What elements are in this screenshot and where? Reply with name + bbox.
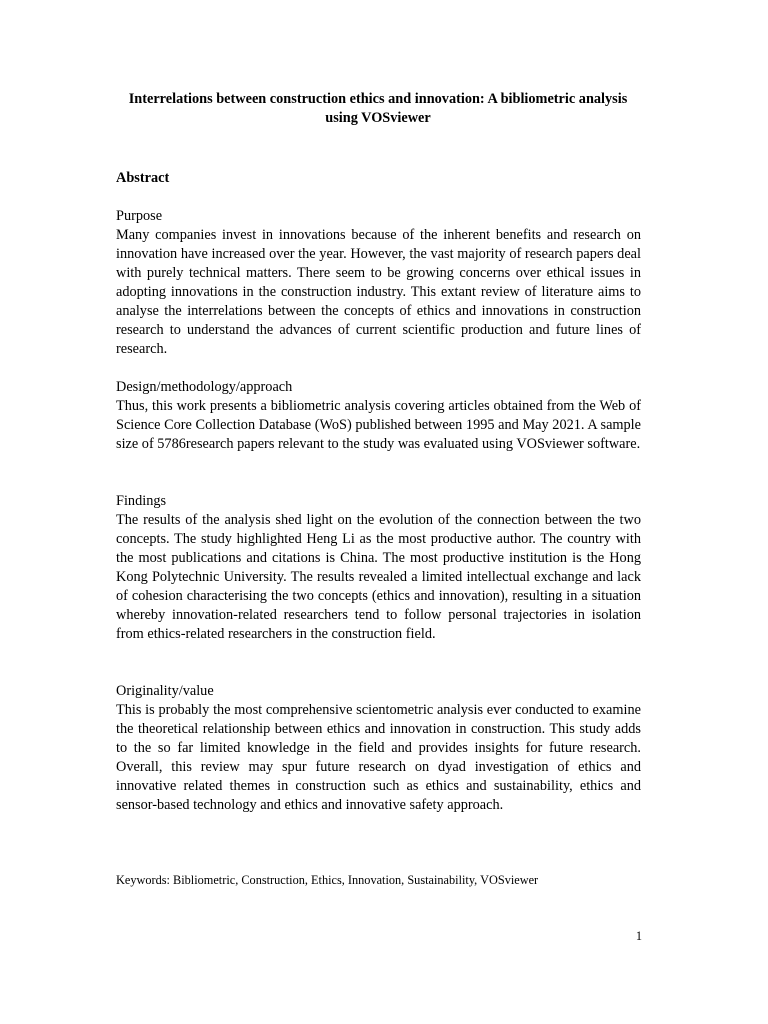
purpose-section bbox=[116, 207, 641, 359]
findings-label: Findings bbox=[116, 493, 167, 509]
abstract-heading: Abstract bbox=[116, 170, 170, 186]
design-label: Design/methodology/approach bbox=[116, 379, 293, 395]
originality-text: This is probably the most comprehensive scientometric analysis ever conducted to examine the theoretical relationship between ethics and innovation in construction. This study adds to the so far limited knowledge in the field and provides insights for future research. Overall, this review may spur future research on dyad investigation of ethics and innovative related themes in construction such as ethics and sustainability, ethics and sensor-based technology and ethics and innovative safety approach. bbox=[116, 702, 641, 813]
originality-section bbox=[116, 682, 641, 815]
paper-title: Interrelations between construction ethics and innovation: A bibliometric analysis using VOSviewer bbox=[128, 91, 628, 126]
design-section bbox=[116, 378, 641, 454]
keywords-line: Keywords: Bibliometric, Construction, Ethics, Innovation, Sustainability, VOSviewer bbox=[116, 873, 539, 887]
design-text: Thus, this work presents a bibliometric analysis covering articles obtained from the Web of Science Core Collection Database (WoS) published between 1995 and May 2021. A sample size of 5786research papers relevant to the study was evaluated using VOSviewer software. bbox=[116, 398, 641, 452]
originality-label: Originality/value bbox=[116, 683, 214, 699]
findings-section bbox=[116, 492, 641, 644]
page-number: 1 bbox=[635, 929, 642, 943]
purpose-text: Many companies invest in innovations because of the inherent benefits and research on innovation have increased over the year. However, the vast majority of research papers deal with purely technical matters. There seem to be growing concerns over ethical issues in adopting innovations in the construction industry. This extant review of literature aims to analyse the interrelations between the concepts of ethics and innovations in construction research to understand the advances of current scientific production and future lines of research. bbox=[116, 227, 641, 357]
findings-text: The results of the analysis shed light on the evolution of the connection between the two concepts. The study highlighted Heng Li as the most productive author. The country with the most publications and citations is China. The most productive institution is the Hong Kong Polytechnic University. The results revealed a limited intellectual exchange and lack of cohesion characterising the two concepts (ethics and innovation), resulting in a situation whereby innovation-related researchers tend to follow personal trajectories in isolation from ethics-related researchers in the construction field. bbox=[116, 512, 641, 642]
purpose-label: Purpose bbox=[116, 208, 163, 224]
